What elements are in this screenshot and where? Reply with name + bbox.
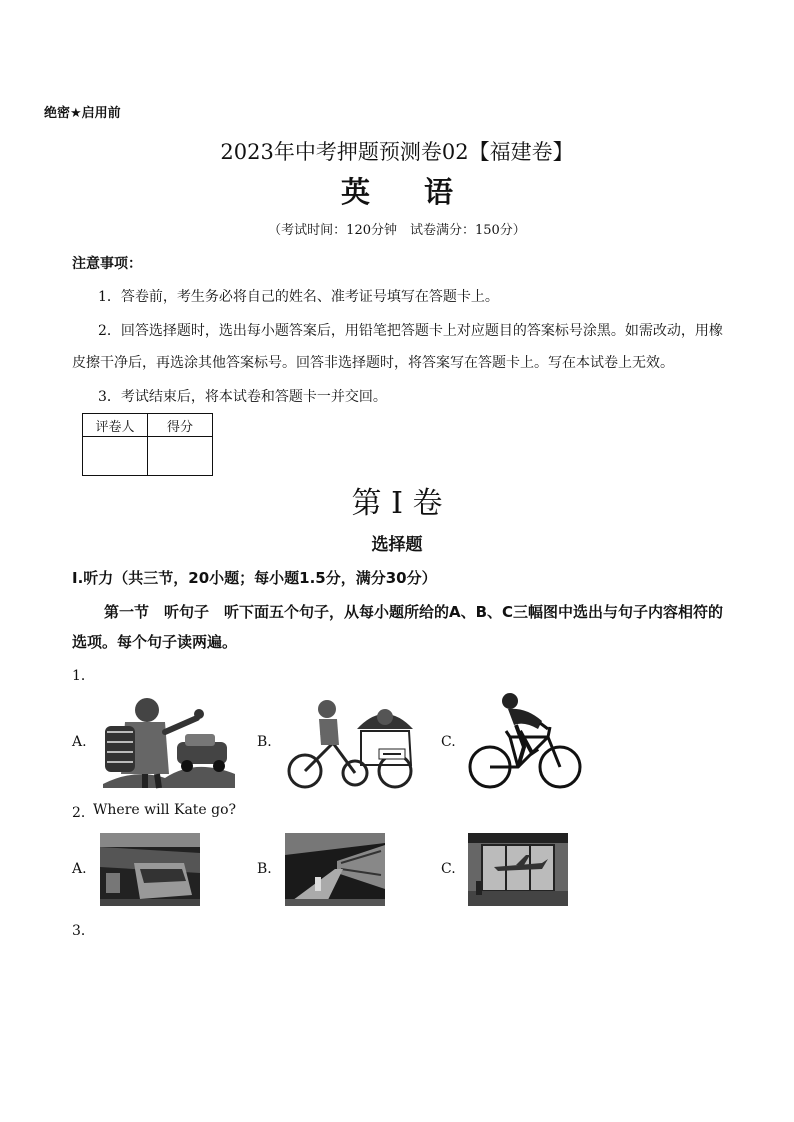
note-item-2-cont: 皮擦干净后，再选涂其他答案标号。回答非选择题时，将答案写在答题卡上。写在本试卷上无效。 <box>72 355 674 371</box>
score-table <box>82 413 213 476</box>
q2-option-b-label: B. <box>257 861 272 877</box>
airport-picture-icon <box>468 833 568 906</box>
tricycle-taxi-picture-icon <box>285 693 415 793</box>
confidential-label: 绝密★启用前 <box>44 106 121 121</box>
listening-heading: Ⅰ.听力（共三节，20小题；每小题1.5分，满分30分） <box>72 569 437 587</box>
score-table-header-score: 得分 <box>148 414 213 437</box>
question-2-text: Where will Kate go? <box>93 802 237 818</box>
bus-station-picture-icon <box>100 833 200 906</box>
exam-info: （考试时间：120分钟 试卷满分：150分） <box>268 223 526 238</box>
q1-option-a-label: A. <box>72 734 87 750</box>
q1-option-c-label: C. <box>441 734 456 750</box>
question-1-number: 1． <box>72 668 95 684</box>
section-instructions: 第一节 听句子 听下面五个句子，从每小题所给的A、B、C三幅图中选出与句子内容相符的选项。每个句子读两遍。 <box>72 603 724 651</box>
score-table-header-grader: 评卷人 <box>83 414 148 437</box>
note-item-2: 2．回答选择题时，选出每小题答案后，用铅笔把答题卡上对应题目的答案标号涂黑。如需改动，用橡 <box>98 323 723 339</box>
q2-option-c-label: C. <box>441 861 456 877</box>
q1-option-b-label: B. <box>257 734 272 750</box>
question-2-number: 2． <box>72 805 95 821</box>
notes-heading: 注意事项： <box>72 256 142 272</box>
subject-title: 英 语 <box>340 175 476 209</box>
cyclist-picture-icon <box>468 691 582 791</box>
section-choice-label: 选择题 <box>371 535 423 555</box>
note-item-1: 1．答卷前，考生务必将自己的姓名、准考证号填写在答题卡上。 <box>98 289 499 305</box>
score-table-cell-score <box>148 437 213 476</box>
volume-title: 第 I 卷 <box>351 486 443 521</box>
score-table-cell-grader <box>83 437 148 476</box>
question-3-number: 3． <box>72 923 95 939</box>
exam-title: 2023年中考押题预测卷02【福建卷】 <box>220 140 574 164</box>
train-station-picture-icon <box>285 833 385 906</box>
hitchhiker-picture-icon <box>95 688 240 792</box>
q2-option-a-label: A. <box>72 861 87 877</box>
note-item-3: 3．考试结束后，将本试卷和答题卡一并交回。 <box>98 389 387 405</box>
